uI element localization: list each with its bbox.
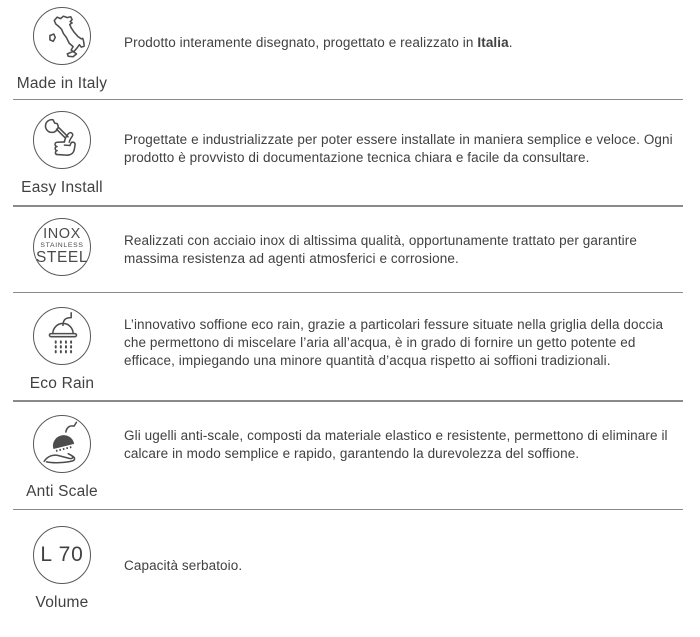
feature-icon-column — [0, 510, 124, 637]
badge-text: STAINLESS — [40, 242, 84, 250]
italy-map-icon — [33, 7, 91, 65]
feature-text-column — [124, 416, 700, 474]
feature-label: Easy Install — [21, 179, 103, 197]
feature-label: Made in Italy — [16, 75, 108, 92]
inox-steel-badge — [33, 218, 91, 276]
feature-row-volume — [0, 510, 700, 637]
feature-text-column — [124, 221, 700, 279]
l70-badge — [33, 526, 91, 584]
badge-text: STEEL — [35, 249, 89, 267]
feature-description: Gli ugelli anti-scale, composti da materiale elastico e resistente, permettono di eliminare il calcare in modo semplice e rapido, garantendo la durevolezza del soffione. — [124, 427, 668, 461]
feature-icon-column — [0, 207, 124, 292]
feature-icon-column — [0, 293, 124, 400]
feature-description: L’innovativo soffione eco rain, grazie a particolari fessure situate nella griglia della doccia che permettono di miscelare l’aria all’acqua, è in grado di fornire un getto potente ed efficace, impiegando una minore quantità d’acqua rispetto ai soffioni tradizionali. — [124, 317, 664, 369]
feature-row-anti-scale — [0, 402, 700, 509]
feature-icon-column — [0, 100, 124, 205]
feature-row-easy-install — [0, 100, 700, 205]
feature-description: Progettate e industrializzate per poter essere installate in maniera semplice e veloce. Ogni prodotto è provvisto di documentazione tecnica chiara e facile da consultare. — [124, 132, 673, 166]
feature-icon-column — [0, 0, 124, 99]
feature-row-eco-rain — [0, 293, 700, 400]
feature-text-column — [124, 120, 700, 178]
feature-description: Capacità serbatoio. — [124, 557, 243, 573]
badge-text: INOX — [43, 226, 81, 243]
feature-icon-column — [0, 402, 124, 509]
feature-row-inox-steel — [0, 207, 700, 292]
badge-text: L 70 — [40, 542, 84, 566]
feature-text-column — [124, 537, 700, 595]
shower-head-rain-icon — [33, 307, 91, 365]
feature-text-column — [124, 314, 700, 372]
feature-row-made-in-italy — [0, 0, 700, 99]
feature-text-column — [124, 14, 700, 72]
feature-description: Realizzati con acciaio inox di altissima qualità, opportunamente trattato per garantire massima resistenza ad agenti atmosferici e corrosione. — [124, 232, 637, 266]
wrench-thumbs-up-icon — [33, 111, 91, 169]
feature-description: Prodotto interamente disegnato, progettato e realizzato in Italia. — [124, 35, 513, 50]
shower-head-hand-icon — [33, 415, 91, 473]
feature-label: Volume — [35, 593, 89, 611]
feature-label: Eco Rain — [29, 375, 95, 393]
feature-label: Anti Scale — [26, 482, 98, 500]
